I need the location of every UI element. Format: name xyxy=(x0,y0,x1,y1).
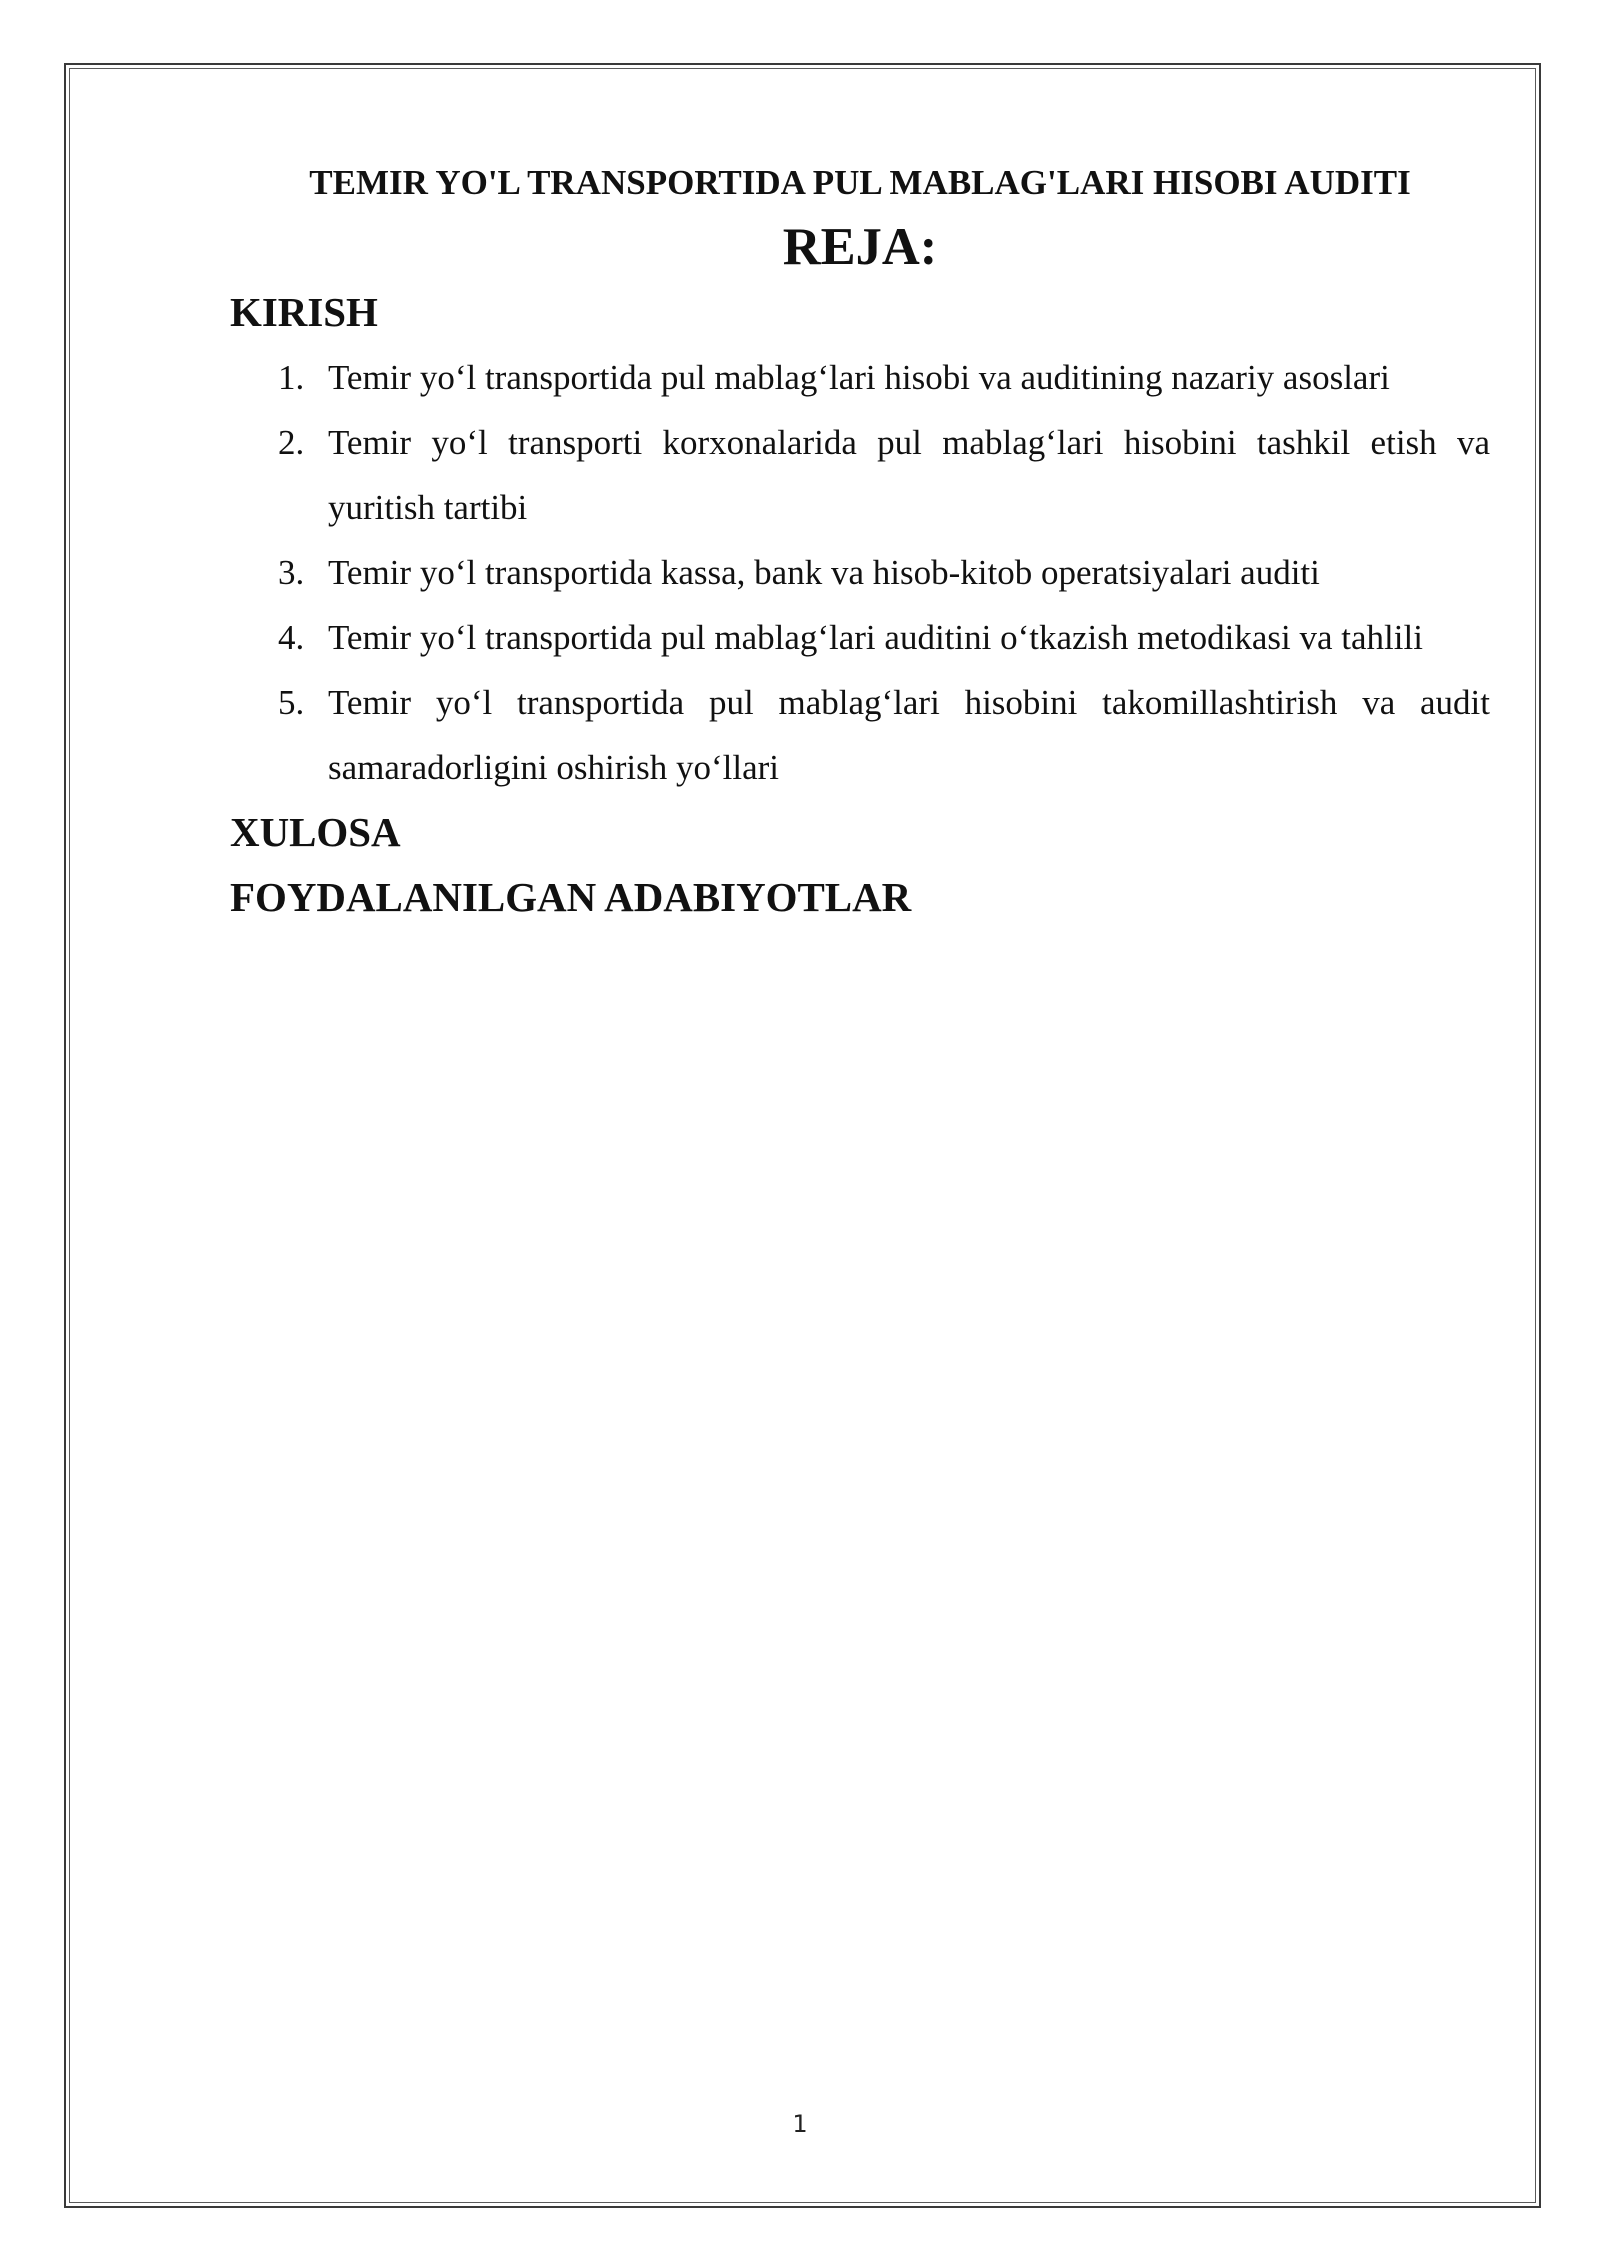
plan-item-text: Temir yo‘l transporti korxonalarida pul mablag‘lari hisobini tashkil etish va yuritish tartibi xyxy=(328,423,1490,527)
plan-item xyxy=(230,670,1490,800)
plan-item xyxy=(230,410,1490,540)
plan-item-text: Temir yo‘l transportida pul mablag‘lari hisobi va auditining nazariy asoslari xyxy=(328,358,1390,397)
document-title: TEMIR YO'L TRANSPORTIDA PUL MABLAG'LARI HISOBI AUDITI xyxy=(309,163,1411,202)
plan-heading: REJA: xyxy=(782,218,938,276)
page-number: 1 xyxy=(792,2110,808,2138)
plan-list xyxy=(230,345,1490,800)
plan-item xyxy=(230,540,1490,605)
plan-item-number: 3. xyxy=(278,553,305,592)
plan-item-number: 4. xyxy=(278,618,305,657)
plan-item-text: Temir yo‘l transportida kassa, bank va hisob-kitob operatsiyalari auditi xyxy=(328,553,1320,592)
plan-item-number: 5. xyxy=(278,683,305,722)
conclusion-heading: XULOSA xyxy=(230,810,401,855)
plan-item-number: 2. xyxy=(278,423,305,462)
references-heading: FOYDALANILGAN ADABIYOTLAR xyxy=(230,875,912,920)
plan-item-number: 1. xyxy=(278,358,305,397)
plan-item-text: Temir yo‘l transportida pul mablag‘lari auditini o‘tkazish metodikasi va tahlili xyxy=(328,618,1423,657)
plan-item-text: Temir yo‘l transportida pul mablag‘lari hisobini takomillashtirish va audit samaradorligini oshirish yo‘llari xyxy=(328,683,1490,787)
intro-heading: KIRISH xyxy=(230,290,378,335)
document-content xyxy=(230,150,1490,930)
plan-item xyxy=(230,345,1490,410)
plan-item xyxy=(230,605,1490,670)
